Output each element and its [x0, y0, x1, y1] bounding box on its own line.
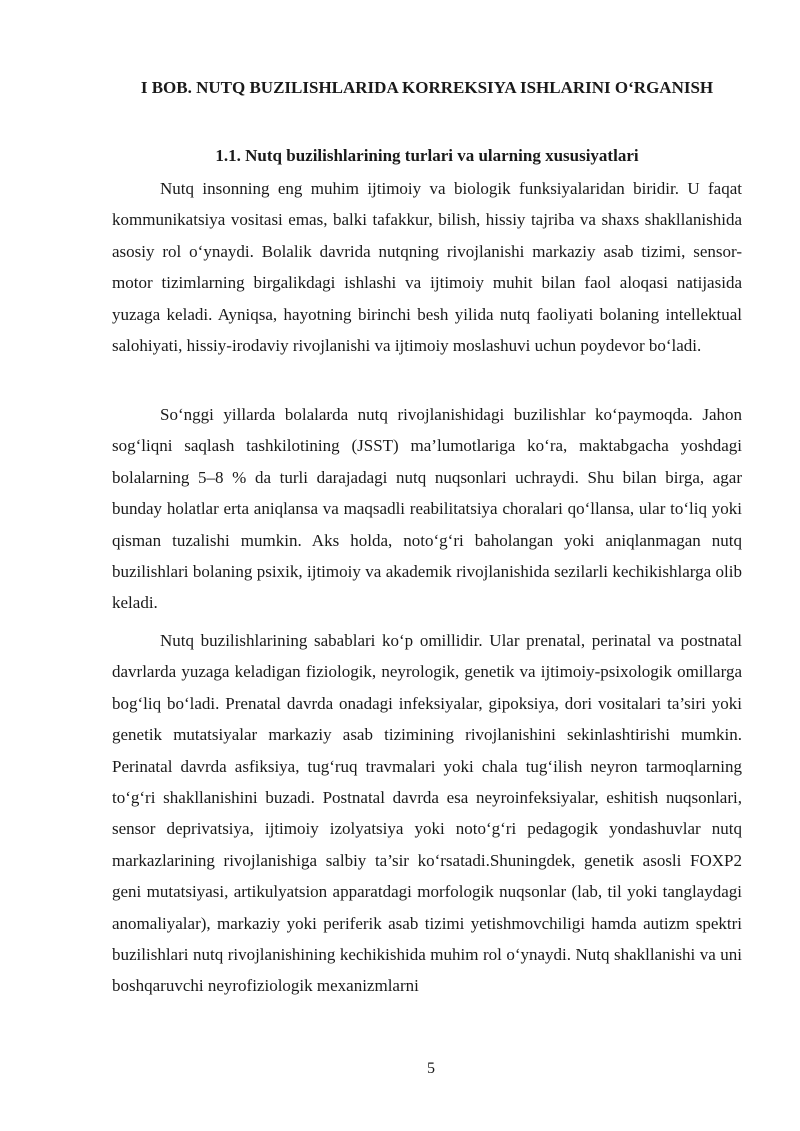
paragraph-3: Nutq buzilishlarining sabablari ko‘p omillidir. Ular prenatal, perinatal va postnatal davrlarda yuzaga keladigan fiziologik, neyrologik, genetik va ijtimoiy-psixologik omillarga bog‘liq bo‘ladi. Prenatal davrda onadagi infeksiyalar, gipoksiya, dori vositalari ta’siri yoki genetik mutatsiyalar markaziy asab tizimining rivojlanishini sekinlashtirishi mumkin. Perinatal davrda asfiksiya, tug‘ruq travmalari yoki chala tug‘ilish neyron tarmoqlarning to‘g‘ri shakllanishini buzadi. Postnatal davrda esa neyroinfeksiyalar, eshitish nuqsonlari, sensor deprivatsiya, ijtimoiy izolyatsiya yoki noto‘g‘ri pedagogik yondashuvlar nutq markazlarining rivojlanishiga salbiy ta’sir ko‘rsatadi.Shuningdek, genetik asosli FOXP2 geni mutatsiyasi, artikulyatsion apparatdagi morfologik nuqsonlar (lab, til yoki tanglaydagi anomaliyalar), markaziy yoki periferik asab tizimi yetishmovchiligi hamda autizm spektri buzilishlari nutq rivojlanishining kechikishida muhim rol o‘ynaydi. Nutq shakllanishi va uni boshqaruvchi neyrofiziologik mexanizmlarni: [112, 631, 742, 996]
paragraph-2: So‘nggi yillarda bolalarda nutq rivojlanishidagi buzilishlar ko‘paymoqda. Jahon sog‘liqni saqlash tashkilotining (JSST) ma’lumotlariga ko‘ra, maktabgacha yoshdagi bolalarning 5–8 % da turli darajadagi nutq nuqsonlari uchraydi. Shu bilan birga, agar bunday holatlar erta aniqlansa va maqsadli reabilitatsiya choralari qo‘llansa, ular to‘liq yoki qisman tuzalishi mumkin. Aks holda, noto‘g‘ri baholangan yoki aniqlanmagan nutq buzilishlari bolaning psixik, ijtimoiy va akademik rivojlanishida sezilarli kechikishlarga olib keladi.: [112, 405, 742, 613]
page-number: 5: [427, 1060, 435, 1077]
chapter-title: I BOB. NUTQ BUZILISHLARIDA KORREKSIYA ISHLARINI O‘RGANISH: [140, 78, 714, 97]
section-title: 1.1. Nutq buzilishlarining turlari va ularning xususiyatlari: [215, 146, 639, 165]
paragraph-1: Nutq insonning eng muhim ijtimoiy va biologik funksiyalaridan biridir. U faqat kommunikatsiya vositasi emas, balki tafakkur, bilish, hissiy tajriba va shaxs shakllanishida asosiy rol o‘ynaydi. Bolalik davrida nutqning rivojlanishi markaziy asab tizimi, sensor-motor tizimlarning birgalikdagi ishlashi va ijtimoiy muhit bilan faol aloqasi natijasida yuzaga keladi. Ayniqsa, hayotning birinchi besh yilida nutq faoliyati bolaning intellektual salohiyati, hissiy-irodaviy rivojlanishi va ijtimoiy moslashuvi uchun poydevor bo‘ladi.: [112, 179, 742, 356]
